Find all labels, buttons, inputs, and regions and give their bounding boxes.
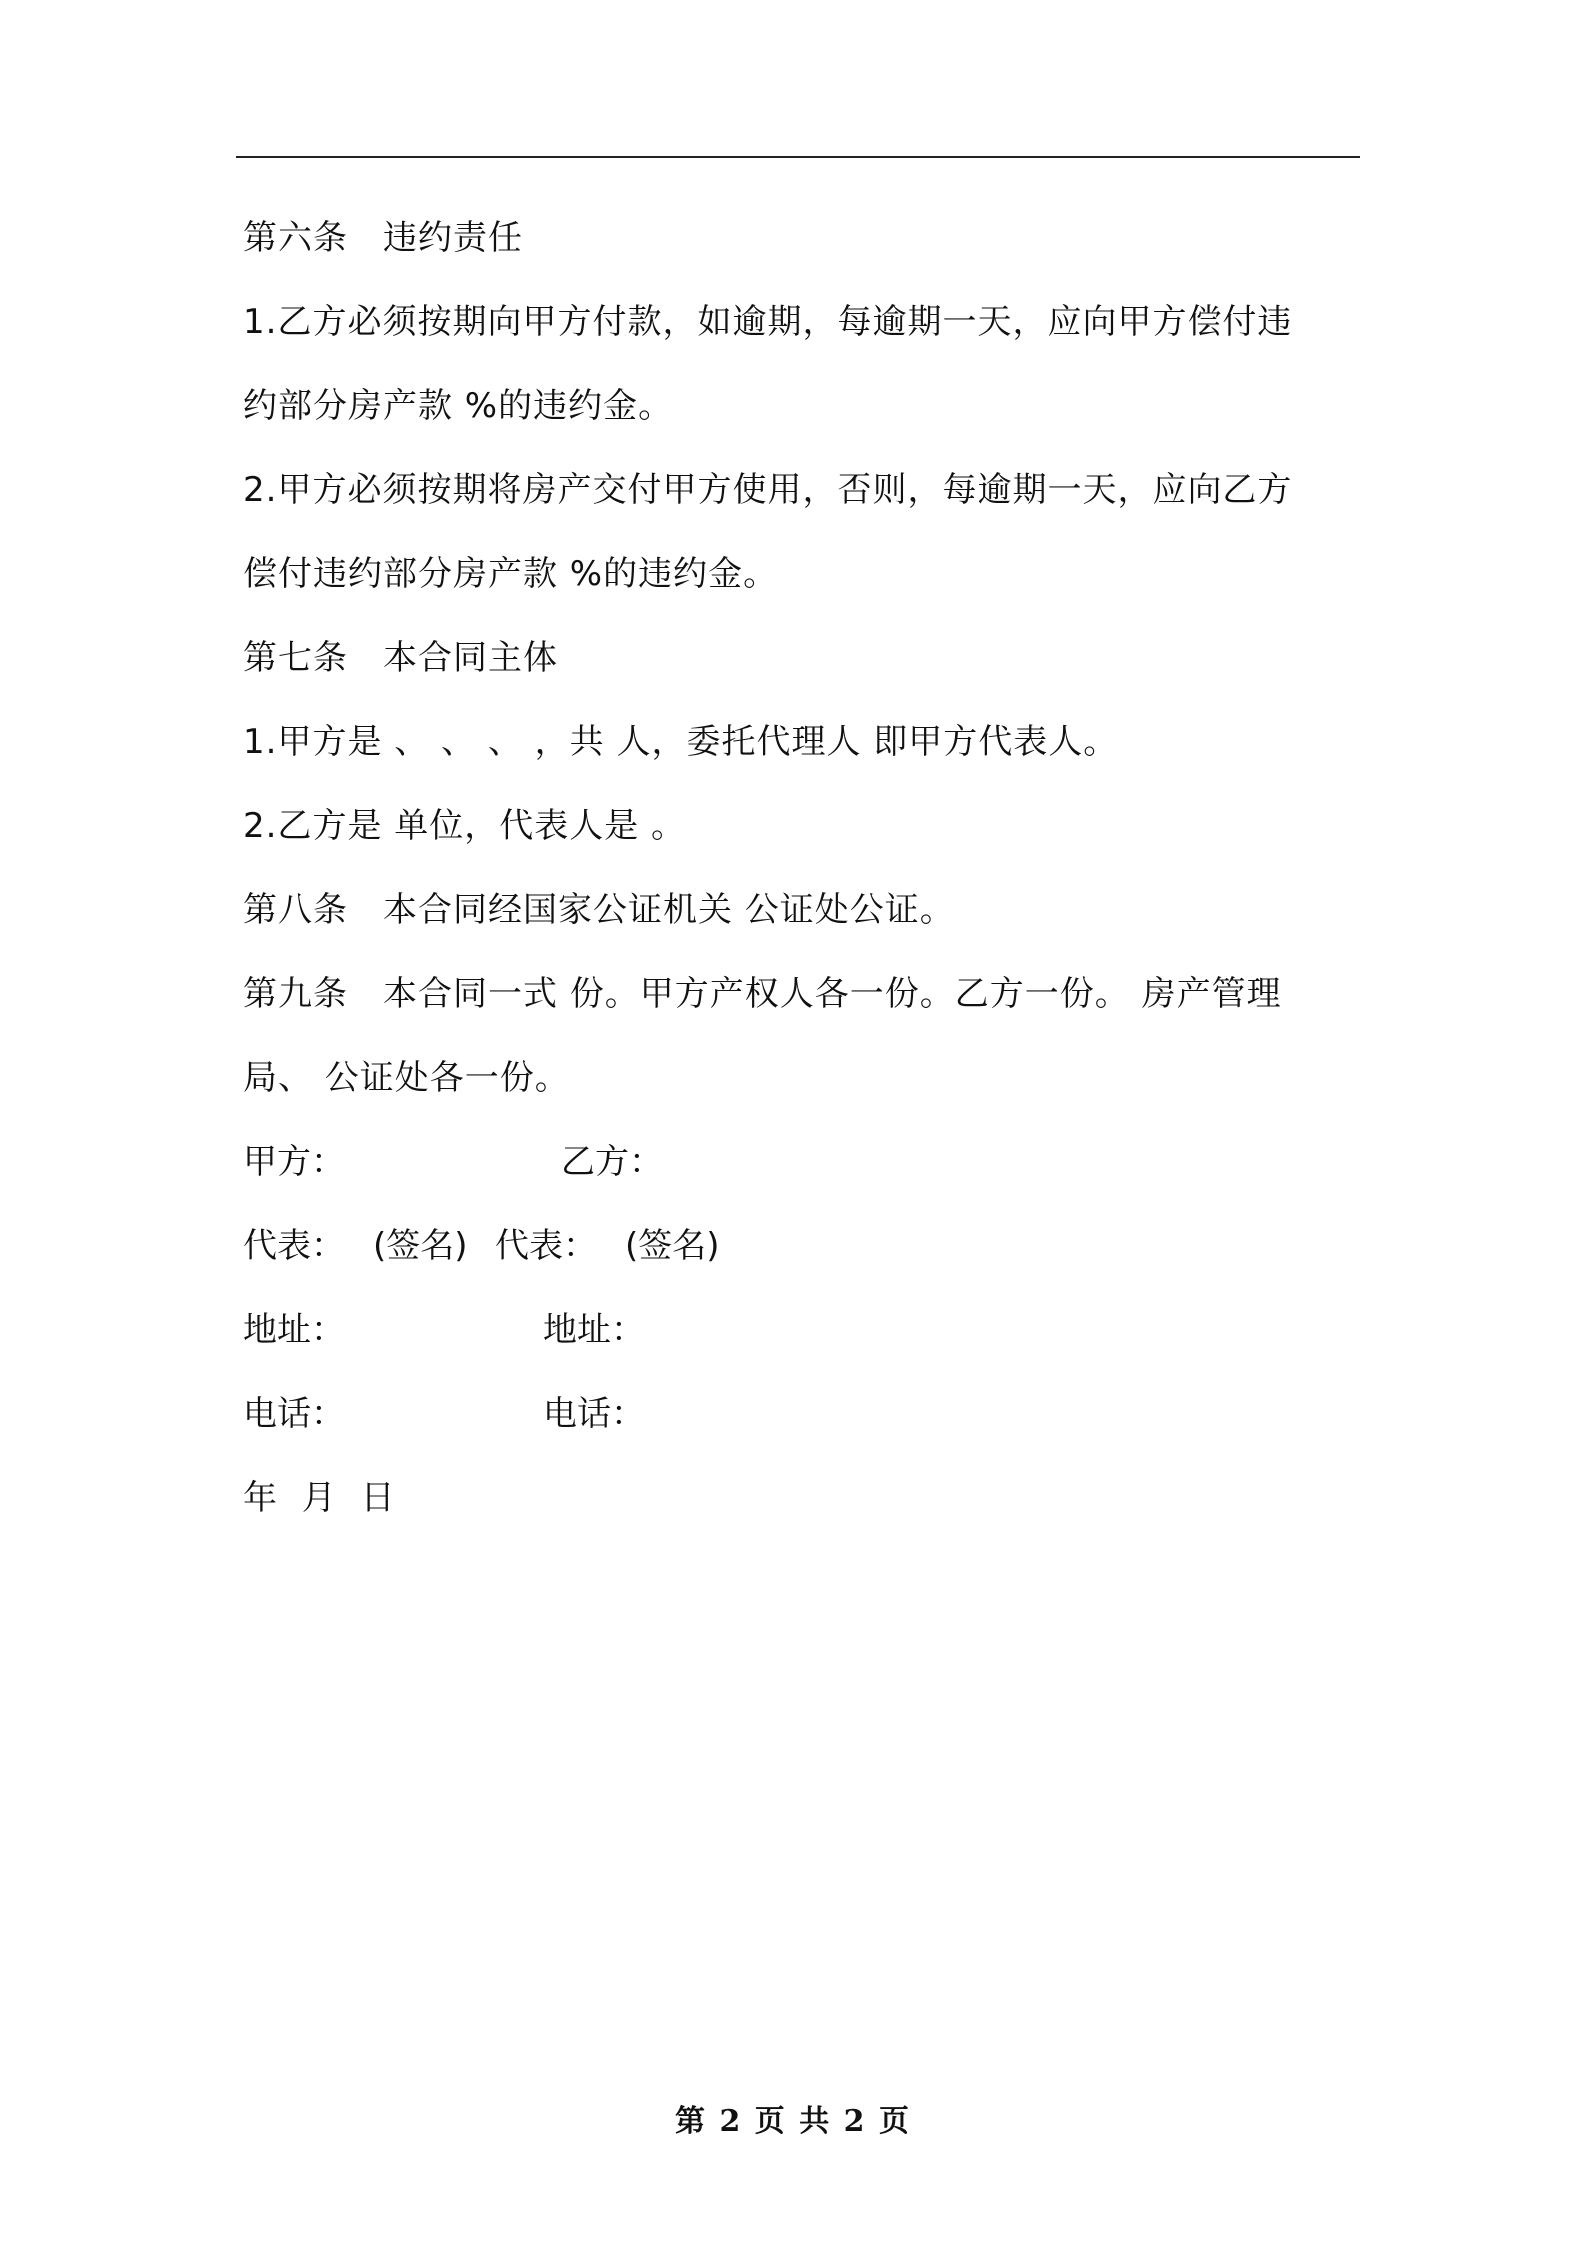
party-row xyxy=(243,1120,1363,1204)
representative-row xyxy=(243,1204,1363,1288)
contract-body xyxy=(243,196,1363,1540)
page-number: 第 2 页 共 2 页 xyxy=(675,2104,911,2139)
rep-b-signature: (签名) xyxy=(625,1226,720,1266)
header-rule xyxy=(236,156,1360,158)
phone-a-label: 电话： xyxy=(243,1394,345,1434)
article-8: 第八条 本合同经国家公证机关 公证处公证。 xyxy=(243,890,955,930)
address-b-label: 地址： xyxy=(543,1310,645,1350)
rep-a-label: 代表： xyxy=(243,1226,345,1266)
signing-date: 年 月 日 xyxy=(243,1478,395,1518)
article-6-clause-1-cont: 约部分房产款 %的违约金。 xyxy=(243,386,674,426)
article-7-heading: 第七条 本合同主体 xyxy=(243,638,558,678)
article-7-clause-1: 1.甲方是 、 、 、 ，共 人，委托代理人 即甲方代表人。 xyxy=(243,722,1119,762)
article-7-clause-2: 2.乙方是 单位，代表人是 。 xyxy=(243,806,687,846)
party-b-label: 乙方： xyxy=(561,1142,663,1182)
phone-row xyxy=(243,1372,1363,1456)
date-row xyxy=(243,1456,1363,1540)
article-9: 第九条 本合同一式 份。甲方产权人各一份。乙方一份。 房产管理 xyxy=(243,974,1282,1014)
phone-b-label: 电话： xyxy=(543,1394,645,1434)
address-row xyxy=(243,1288,1363,1372)
party-a-label: 甲方： xyxy=(243,1142,345,1182)
article-6-clause-2-cont: 偿付违约部分房产款 %的违约金。 xyxy=(243,554,779,594)
article-6-clause-2: 2.甲方必须按期将房产交付甲方使用，否则，每逾期一天，应向乙方 xyxy=(243,470,1293,510)
article-9-cont: 局、 公证处各一份。 xyxy=(243,1058,570,1098)
address-a-label: 地址： xyxy=(243,1310,345,1350)
article-6-heading: 第六条 违约责任 xyxy=(243,218,523,258)
rep-a-signature: (签名) xyxy=(373,1226,468,1266)
rep-b-label: 代表： xyxy=(495,1226,597,1266)
article-6-clause-1: 1.乙方必须按期向甲方付款，如逾期，每逾期一天，应向甲方偿付违 xyxy=(243,302,1293,342)
